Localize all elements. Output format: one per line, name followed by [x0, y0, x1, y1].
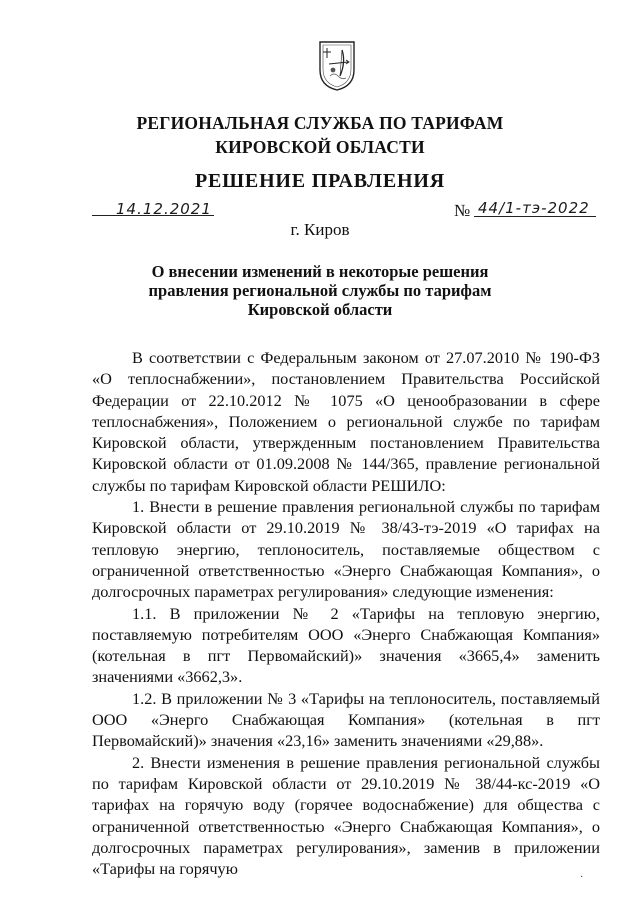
- decision-date: 14.12.2021: [116, 200, 212, 218]
- organization-name-line2: КИРОВСКОЙ ОБЛАСТИ: [215, 137, 425, 157]
- decision-body: [92, 347, 600, 879]
- city: г. Киров: [290, 220, 350, 239]
- preamble-paragraph: В соответствии с Федеральным законом от 27.07.2010 № 190-ФЗ «О теплоснабжении», постановлением Правительства Российской Федерации от 22.10.2012 № 1075 «О ценообразовании в сфере теплоснабжения», Положением о региональной службе по тарифам Кировской области, утвержденным постановлением Правительства Кировской области от 01.09.2008 № 144/365, правление региональной службы по тарифам Кировской области РЕШИЛО:: [92, 348, 600, 495]
- item-1-2-paragraph: 1.2. В приложении № 3 «Тарифы на теплоноситель, поставляемый ООО «Энерго Снабжающая Компания» (котельная в пгт Первомайский)» значения «23,16» заменить значениями «29,88».: [92, 688, 600, 751]
- coat-of-arms-icon: [318, 40, 356, 92]
- decision-subject: [0, 262, 640, 319]
- subject-line: правления региональной службы по тарифам: [148, 281, 492, 300]
- number-sign: №: [454, 201, 471, 220]
- item-1-1-paragraph: 1.1. В приложении № 2 «Тарифы на тепловую энергию, поставляемую потребителям ООО «Энерго Снабжающая Компания» (котельная в пгт Первомайский)» значения «3665,4» заменить значениями «3662,3».: [92, 603, 600, 687]
- subject-line: Кировской области: [247, 300, 393, 319]
- decision-number: 44/1-тэ-2022: [478, 199, 590, 217]
- organization-name-line1: РЕГИОНАЛЬНАЯ СЛУЖБА ПО ТАРИФАМ: [136, 113, 504, 133]
- item-1-paragraph: 1. Внести в решение правления региональной службы по тарифам Кировской области от 29.10.2019 № 38/43-тэ-2019 «О тарифах на тепловую энергию, теплоноситель, поставляемые обществом с ограниченной ответственностью «Энерго Снабжающая Компания», о долгосрочных параметрах регулирования» следующие изменения:: [92, 497, 600, 602]
- page-corner-mark: ·: [580, 872, 584, 883]
- subject-line: О внесении изменений в некоторые решения: [151, 262, 489, 281]
- document-title: РЕШЕНИЕ ПРАВЛЕНИЯ: [195, 170, 445, 192]
- item-2-paragraph: 2. Внести изменения в решение правления региональной службы по тарифам Кировской области от 29.10.2019 № 38/44-кс-2019 «О тарифах на горячую воду (горячее водоснабжение) для общества с ограниченной ответственностью «Энерго Снабжающая Компания», о долгосрочных параметрах регулирования», заменив в приложении «Тарифы на горячую: [92, 752, 600, 879]
